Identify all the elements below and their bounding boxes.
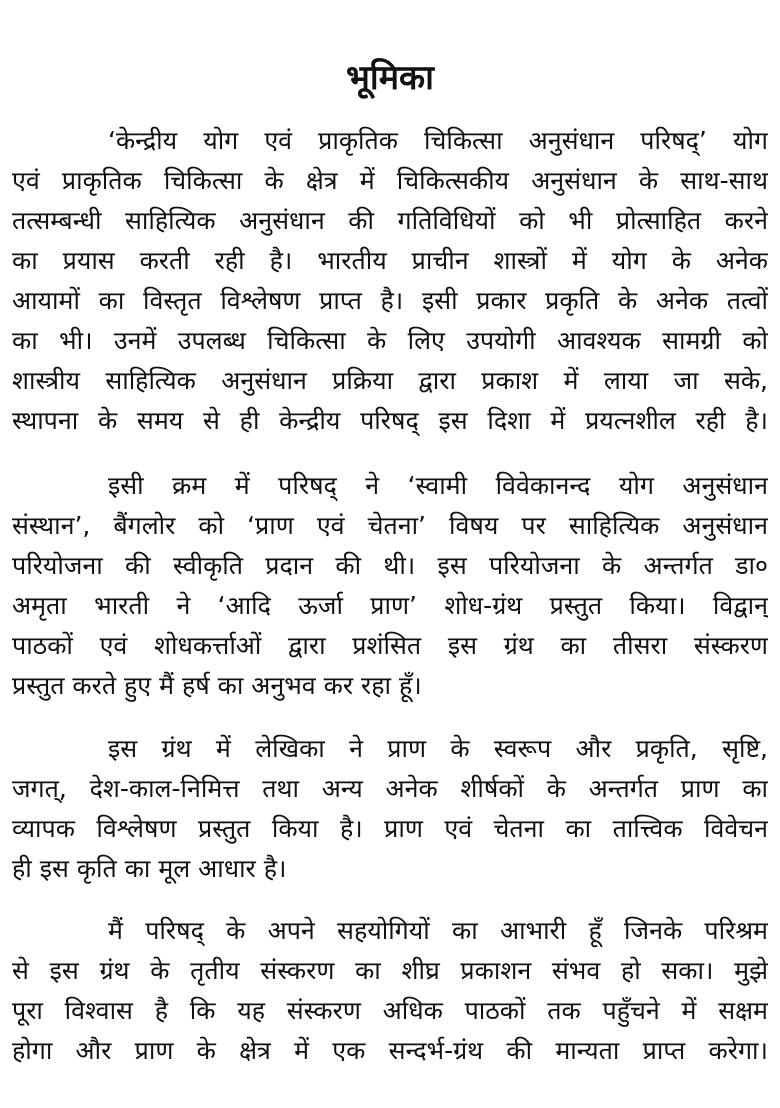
paragraph-3 — [12, 729, 768, 889]
text-line: परियोजना की स्वीकृति प्रदान की थी। इस परियोजना के अन्तर्गत डा० — [12, 551, 768, 580]
text-line: का प्रयास करती रही है। भारतीय प्राचीन शास्त्रों में योग के अनेक — [12, 246, 768, 275]
text-line: आयामों का विस्तृत विश्लेषण प्राप्त है। इसी प्रकार प्रकृति के अनेक तत्वों — [12, 286, 768, 315]
text-line: पाठकों एवं शोधकर्त्ताओं द्वारा प्रशंसित इस ग्रंथ का तीसरा संस्करण — [12, 631, 768, 660]
text-line: मैं परिषद् के अपने सहयोगियों का आभारी हूँ जिनके परिश्रम — [108, 916, 768, 945]
text-line: प्रस्तुत करते हुए मैं हर्ष का अनुभव कर रहा हूँ। — [12, 671, 422, 700]
paragraph-2 — [12, 466, 768, 706]
page-title: भूमिका — [346, 58, 434, 98]
text-line: ‘केन्द्रीय योग एवं प्राकृतिक चिकित्सा अनुसंधान परिषद्’ योग — [108, 126, 768, 155]
text-line: से इस ग्रंथ के तृतीय संस्करण का शीघ्र प्रकाशन संभव हो सका। मुझे — [12, 956, 768, 985]
text-line: इसी क्रम में परिषद् ने ‘स्वामी विवेकानन्द योग अनुसंधान — [108, 471, 768, 500]
text-line: ही इस कृति का मूल आधार है। — [12, 854, 287, 883]
text-line: एवं प्राकृतिक चिकित्सा के क्षेत्र में चिकित्सकीय अनुसंधान के साथ-साथ — [12, 166, 768, 195]
text-line: शास्त्रीय साहित्यिक अनुसंधान प्रक्रिया द्वारा प्रकाश में लाया जा सके, — [12, 366, 768, 395]
text-line: का भी। उनमें उपलब्ध चिकित्सा के लिए उपयोगी आवश्यक सामग्री को — [12, 326, 768, 355]
text-line: तत्सम्बन्धी साहित्यिक अनुसंधान की गतिविधियों को भी प्रोत्साहित करने — [12, 206, 768, 235]
text-line: अमृता भारती ने ‘आदि ऊर्जा प्राण’ शोध-ग्रंथ प्रस्तुत किया। विद्वान् — [12, 591, 768, 620]
text-line: व्यापक विश्लेषण प्रस्तुत किया है। प्राण एवं चेतना का तात्त्विक विवेचन — [12, 814, 768, 843]
text-line: पूरा विश्वास है कि यह संस्करण अधिक पाठकों तक पहुँचने में सक्षम — [12, 996, 768, 1025]
paragraph-1 — [12, 121, 768, 441]
paragraph-4 — [12, 911, 768, 1071]
text-line: स्थापना के समय से ही केन्द्रीय परिषद् इस दिशा में प्रयत्नशील रही है। — [12, 406, 768, 435]
text-line: होगा और प्राण के क्षेत्र में एक सन्दर्भ-ग्रंथ की मान्यता प्राप्त करेगा। — [12, 1036, 768, 1065]
text-line: जगत्, देश-काल-निमित्त तथा अन्य अनेक शीर्षकों के अन्तर्गत प्राण का — [12, 774, 768, 803]
text-line: संस्थान’, बैंगलोर को ‘प्राण एवं चेतना’ विषय पर साहित्यिक अनुसंधान — [12, 511, 768, 540]
text-line: इस ग्रंथ में लेखिका ने प्राण के स्वरूप और प्रकृति, सृष्टि, — [108, 734, 768, 763]
